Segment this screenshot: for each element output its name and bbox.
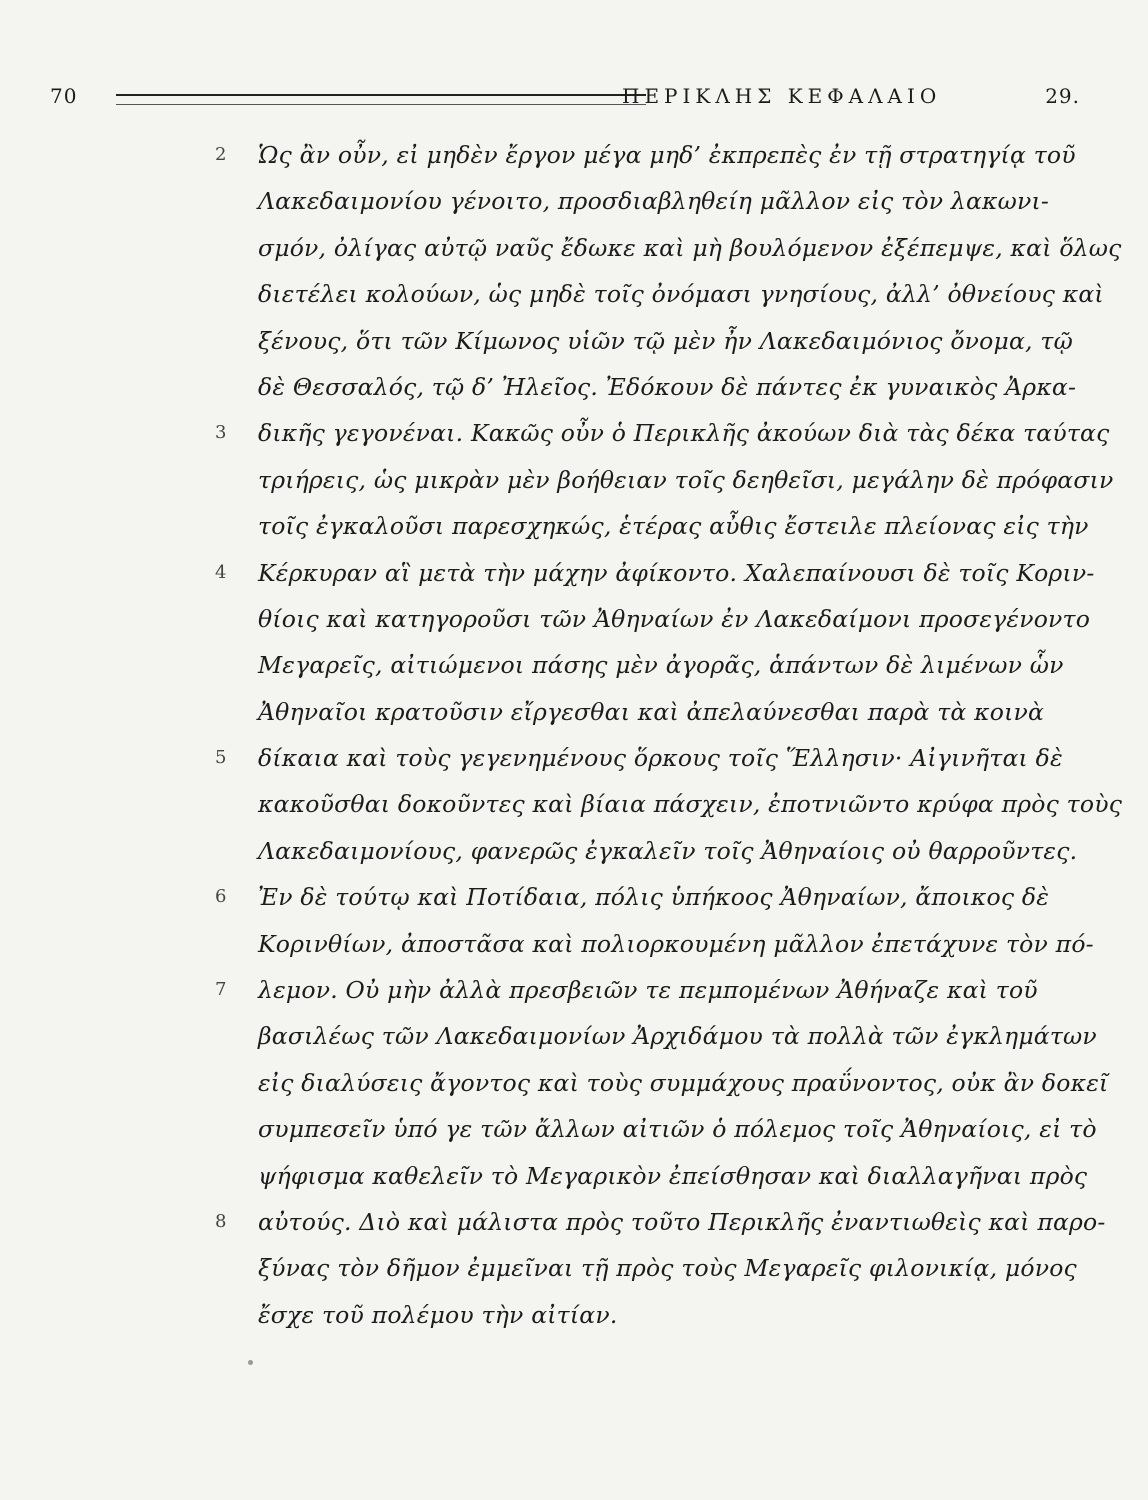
line-text: Ἐν δὲ τούτῳ καὶ Ποτίδαια, πόλις ὑπήκοος Ἀθηναίων, ἄποικος δὲ xyxy=(258,883,1050,912)
running-chapter-number: 29. xyxy=(1045,84,1080,108)
text-line xyxy=(215,132,1076,178)
section-number: 6 xyxy=(215,886,227,908)
ink-speck xyxy=(248,1360,253,1365)
text-line xyxy=(258,271,1104,317)
line-text: εἰς διαλύσεις ἄγοντος καὶ τοὺς συμμάχους πραΰνοντος, οὐκ ἂν δοκεῖ xyxy=(258,1068,1109,1097)
line-text: σμόν, ὀλίγας αὐτῷ ναῦς ἔδωκε καὶ μὴ βουλόμενον ἐξέπεμψε, καὶ ὅλως xyxy=(258,233,1122,262)
text-line xyxy=(258,921,1094,967)
text-line xyxy=(258,689,1068,735)
line-text: δικῆς γεγονέναι. Κακῶς οὖν ὁ Περικλῆς ἀκούων διὰ τὰς δέκα ταύτας xyxy=(258,419,1110,448)
text-line xyxy=(215,550,1095,596)
line-text: ψήφισμα καθελεῖν τὸ Μεγαρικὸν ἐπείσθησαν καὶ διαλλαγῆναι πρὸς xyxy=(258,1161,1088,1190)
section-number: 7 xyxy=(215,979,227,1001)
text-line xyxy=(258,1013,1097,1059)
line-text: Κέρκυραν αἳ μετὰ τὴν μάχην ἀφίκοντο. Χαλεπαίνουσι δὲ τοῖς Κοριν- xyxy=(258,558,1095,587)
header-rule xyxy=(116,94,646,105)
line-text: βασιλέως τῶν Λακεδαιμονίων Ἀρχιδάμου τὰ πολλὰ τῶν ἐγκλημάτων xyxy=(258,1022,1097,1051)
section-number: 8 xyxy=(215,1210,227,1232)
text-line xyxy=(215,874,1068,920)
text-line xyxy=(258,1153,1088,1199)
text-line xyxy=(258,828,1078,874)
text-line xyxy=(215,735,1068,781)
line-text: Μεγαρεῖς, αἰτιώμενοι πάσης μὲν ἀγορᾶς, ἁπάντων δὲ λιμένων ὧν xyxy=(258,651,1064,680)
line-text: διετέλει κολούων, ὡς μηδὲ τοῖς ὀνόμασι γνησίους, ἀλλ’ ὀθνείους καὶ xyxy=(258,280,1104,309)
text-line xyxy=(258,318,1073,364)
section-number: 5 xyxy=(215,747,227,769)
text-line xyxy=(258,1245,1077,1291)
line-text: ξένους, ὅτι τῶν Κίμωνος υἱῶν τῷ μὲν ἦν Λακεδαιμόνιος ὄνομα, τῷ xyxy=(258,326,1073,355)
line-text: δὲ Θεσσαλός, τῷ δ’ Ἠλεῖος. Ἐδόκουν δὲ πάντες ἐκ γυναικὸς Ἀρκα- xyxy=(258,372,1077,401)
line-text: Κορινθίων, ἀποστᾶσα καὶ πολιορκουμένη μᾶλλον ἐπετάχυνε τὸν πό- xyxy=(258,929,1094,958)
text-line xyxy=(258,596,1091,642)
line-text: ξύνας τὸν δῆμον ἐμμεῖναι τῇ πρὸς τοὺς Μεγαρεῖς φιλονικίᾳ, μόνος xyxy=(258,1254,1077,1283)
line-text: τριήρεις, ὡς μικρὰν μὲν βοήθειαν τοῖς δεηθεῖσι, μεγάλην δὲ πρόφασιν xyxy=(258,465,1114,494)
line-text: Λακεδαιμονίου γένοιτο, προσδιαβληθείη μᾶλλον εἰς τὸν λακωνι- xyxy=(258,187,1050,216)
text-line xyxy=(258,781,1123,827)
line-text: αὐτούς. Διὸ καὶ μάλιστα πρὸς τοῦτο Περικλῆς ἐναντιωθεὶς καὶ παρο- xyxy=(258,1207,1106,1236)
line-text: Ὡς ἂν οὖν, εἰ μηδὲν ἔργον μέγα μηδ’ ἐκπρεπὲς ἐν τῇ στρατηγίᾳ τοῦ xyxy=(258,141,1076,169)
text-line xyxy=(258,225,1122,271)
line-text: κακοῦσθαι δοκοῦντες καὶ βίαια πάσχειν, ἐποτνιῶντο κρύφα πρὸς τοὺς xyxy=(258,790,1123,819)
text-line xyxy=(258,642,1068,688)
text-line xyxy=(258,364,1077,410)
text-line xyxy=(258,1292,1068,1338)
line-text: ἔσχε τοῦ πολέμου τὴν αἰτίαν. xyxy=(258,1300,618,1329)
page-number: 70 xyxy=(50,84,78,108)
line-text: τοῖς ἐγκαλοῦσι παρεσχηκώς, ἑτέρας αὖθις ἔστειλε πλείονας εἰς τὴν xyxy=(258,512,1089,541)
section-number: 4 xyxy=(215,561,227,583)
text-line xyxy=(258,178,1068,224)
running-title: ΠΕΡΙΚΛΗΣ ΚΕΦΑΛΑΙΟ xyxy=(622,84,942,108)
line-text: Ἀθηναῖοι κρατοῦσιν εἴργεσθαι καὶ ἀπελαύνεσθαι παρὰ τὰ κοινὰ xyxy=(258,697,1045,726)
page-header xyxy=(50,82,1080,112)
line-text: θίοις καὶ κατηγοροῦσι τῶν Ἀθηναίων ἐν Λακεδαίμονι προσεγένοντο xyxy=(258,604,1091,633)
text-line xyxy=(215,1199,1106,1245)
greek-text-block xyxy=(215,132,1123,1338)
text-line xyxy=(258,1060,1109,1106)
section-number: 2 xyxy=(215,144,227,165)
section-number: 3 xyxy=(215,422,227,444)
line-text: Λακεδαιμονίους, φανερῶς ἐγκαλεῖν τοῖς Ἀθηναίοις οὐ θαρροῦντες. xyxy=(258,836,1078,865)
text-line xyxy=(258,457,1114,503)
line-text: συμπεσεῖν ὑπό γε τῶν ἄλλων αἰτιῶν ὁ πόλεμος τοῖς Ἀθηναίοις, εἰ τὸ xyxy=(258,1115,1097,1144)
text-line xyxy=(215,410,1110,456)
text-line xyxy=(215,967,1068,1013)
text-line xyxy=(258,503,1089,549)
line-text: δίκαια καὶ τοὺς γεγενημένους ὅρκους τοῖς Ἕλλησιν· Αἰγινῆται δὲ xyxy=(258,744,1063,773)
text-line xyxy=(258,1106,1097,1152)
line-text: λεμον. Οὐ μὴν ἀλλὰ πρεσβειῶν τε πεμπομένων Ἀθήναζε καὶ τοῦ xyxy=(258,976,1038,1005)
